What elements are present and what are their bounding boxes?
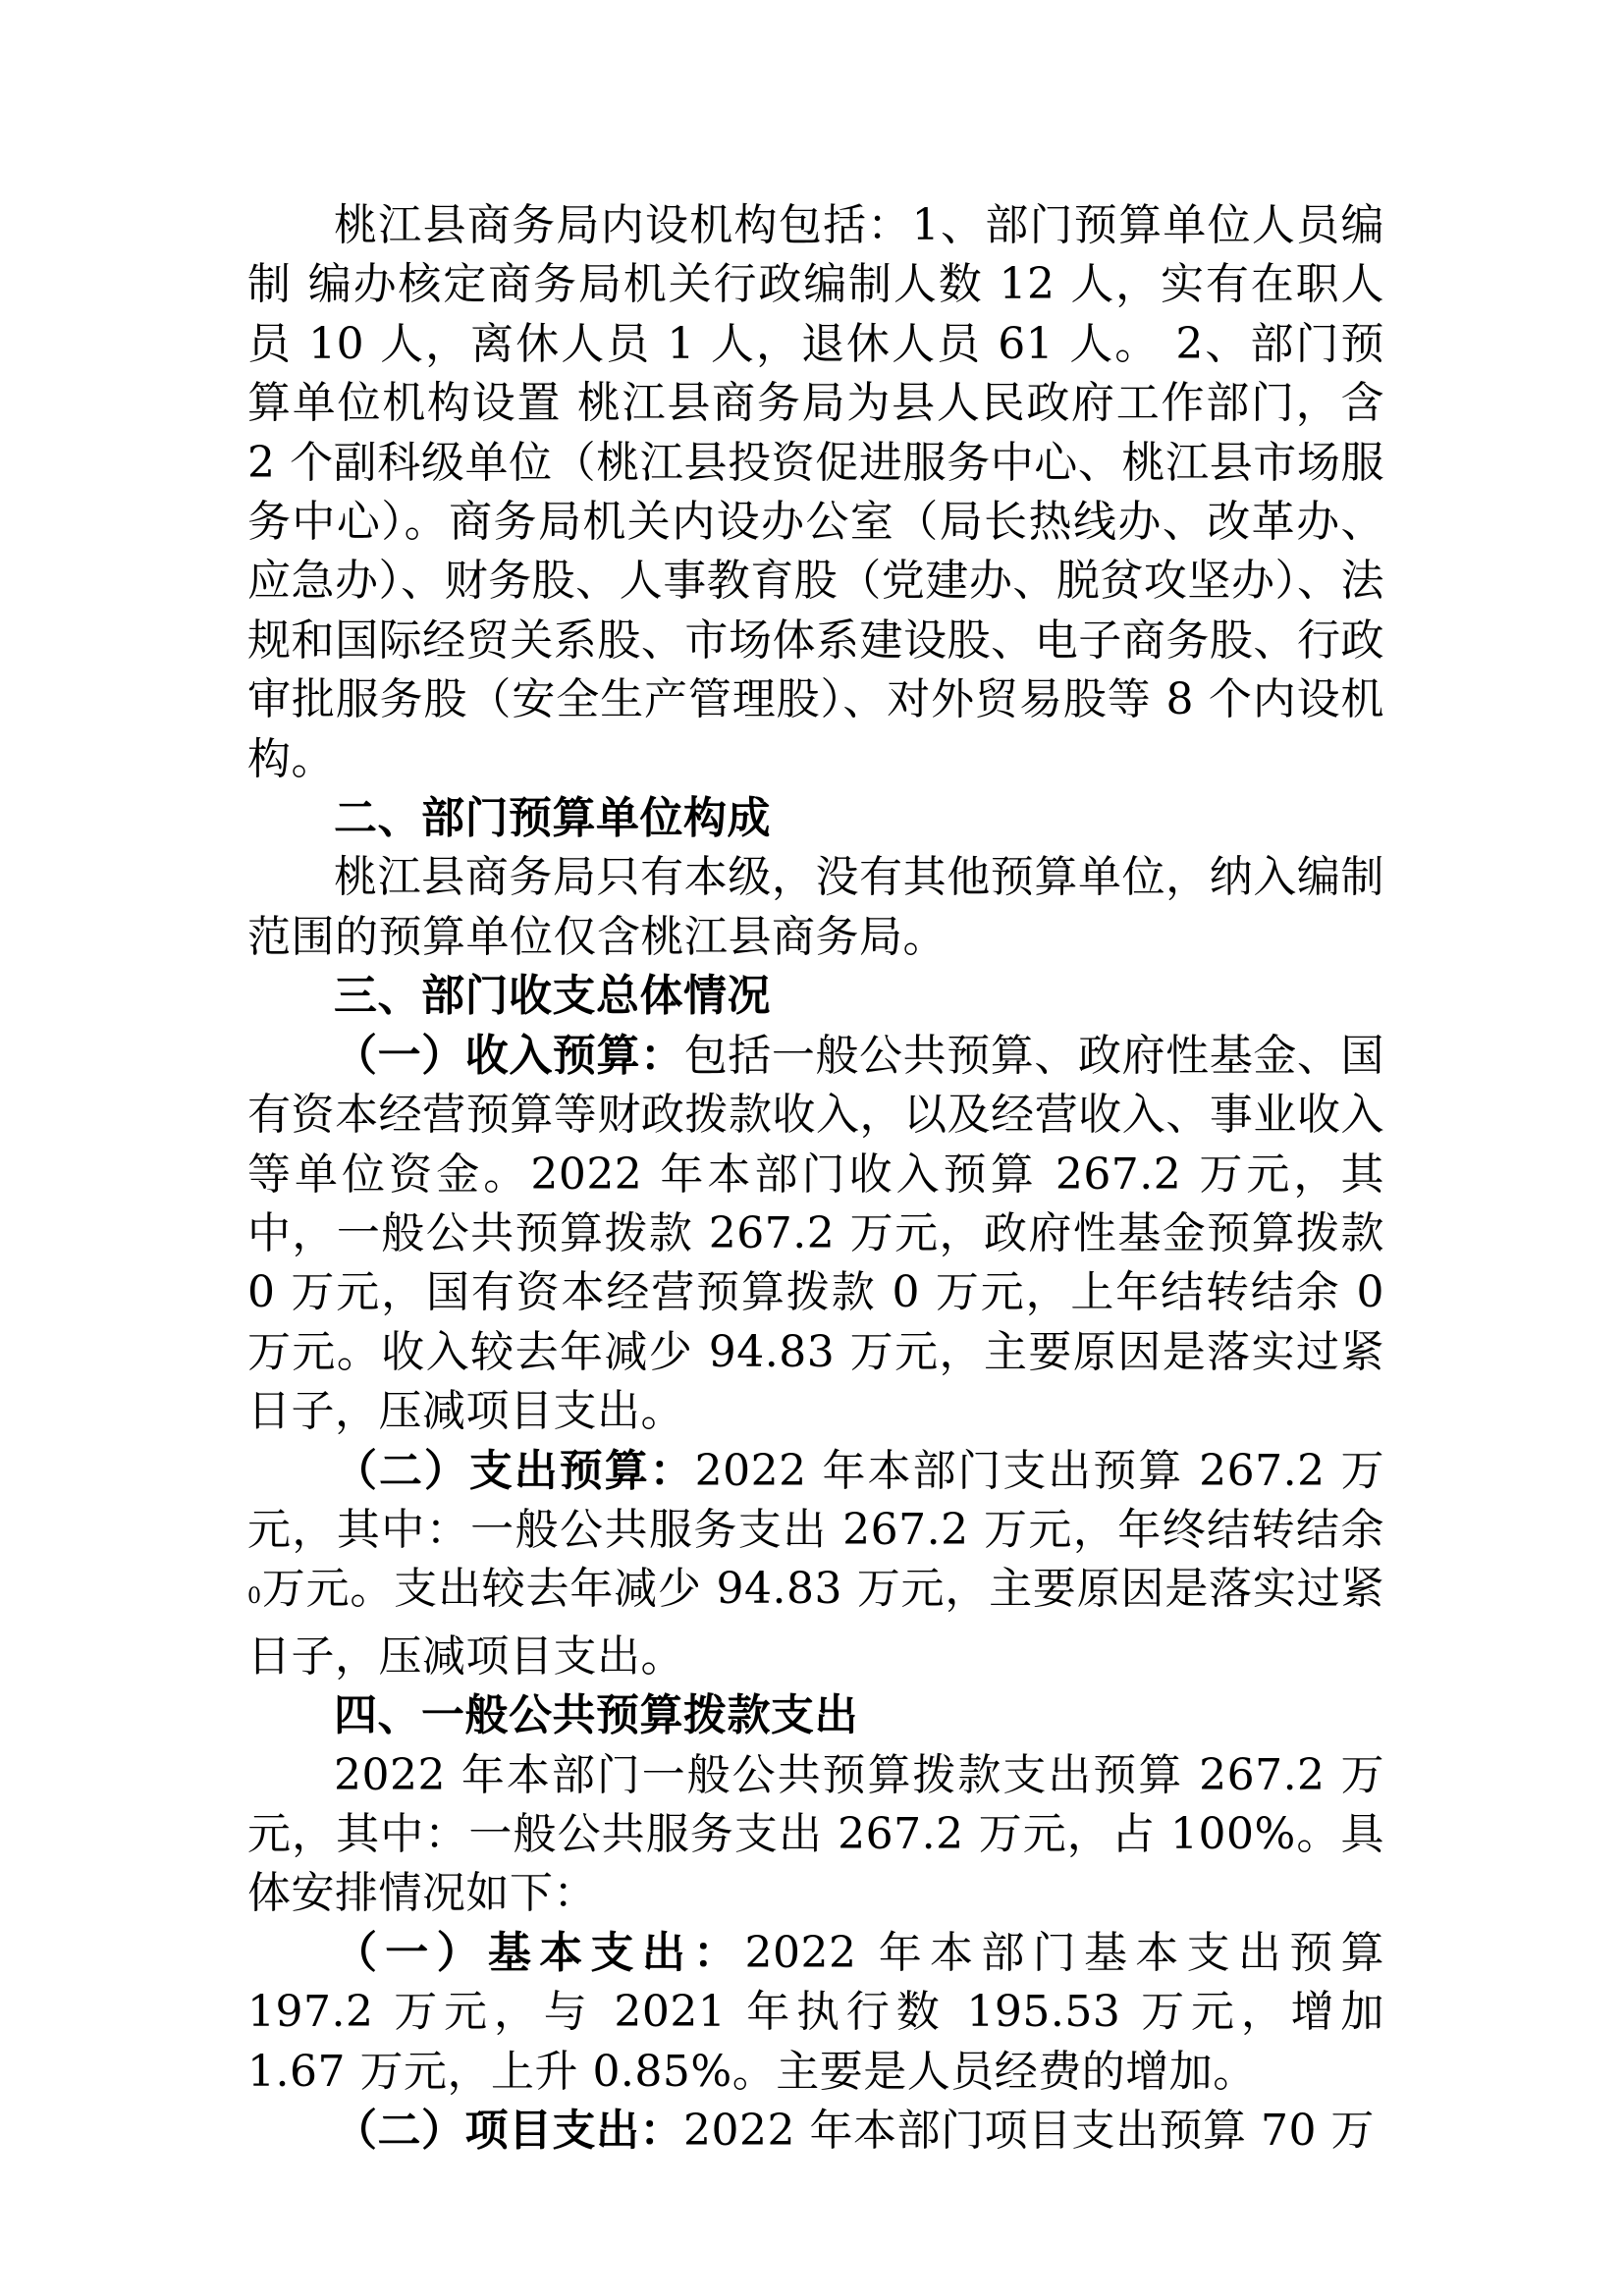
- paragraph-project-expenditure: [247, 2102, 1384, 2161]
- paragraph-general-public-budget: [247, 1746, 1384, 1924]
- revenue-budget-title: （一）收入预算：: [334, 1030, 684, 1081]
- paragraph-expenditure-budget: [247, 1442, 1384, 1687]
- basic-expenditure-title: （一）基本支出：: [334, 1927, 745, 1978]
- paragraph-text: 桃江县商务局内设机构包括：1、部门预算单位人员编制 编办核定商务局机关行政编制人数 12 人，实有在职人员 10 人，离休人员 1 人，退休人员 61 人。 2、部门预算单位机构设置 桃江县商务局为县人民政府工作部门，含 2 个副科级单位（桃江县投资促进服务中心、桃江县市场服务中心）。商务局机关内设办公室（局长热线办、改革办、应急办）、财务股、人事教育股（党建办、脱贫攻坚办）、法规和国际经贸关系股、市场体系建设股、电子商务股、行政审批服务股（安全生产管理股）、对外贸易股等 8 个内设机构。: [247, 200, 1384, 784]
- paragraph-basic-expenditure: [247, 1924, 1384, 2102]
- project-expenditure-title: （二）项目支出：: [334, 2106, 683, 2156]
- paragraph-text: 2022 年本部门基本支出预算 197.2 万元，与 2021 年执行数 195.53 万元，增加 1.67 万元，上升 0.85%。主要是人员经费的增加。: [247, 1927, 1385, 2097]
- paragraph-text: 万元。支出较去年减少 94.83 万元，主要原因是落实过紧日子，压减项目支出。: [247, 1564, 1384, 1682]
- paragraph-text: 2022 年本部门一般公共预算拨款支出预算 267.2 万元，其中：一般公共服务支出 267.2 万元，占 100%。具体安排情况如下：: [247, 1749, 1384, 1919]
- paragraph-revenue-budget: [247, 1027, 1384, 1442]
- heading-budget-unit-composition: 二、部门预算单位构成: [334, 793, 771, 844]
- paragraph-internal-institutions: [247, 196, 1384, 789]
- document-body: [247, 196, 1384, 2161]
- paragraph-text: 桃江县商务局只有本级，没有其他预算单位，纳入编制范围的预算单位仅含桃江县商务局。: [247, 852, 1384, 962]
- paragraph-text: 2022 年本部门支出预算 267.2 万元，其中：一般公共服务支出 267.2 万元，年终结转结余: [247, 1445, 1384, 1555]
- paragraph-text: 2022 年本部门项目支出预算 70 万: [683, 2106, 1375, 2156]
- paragraph-text: 包括一般公共预算、政府性基金、国有资本经营预算等财政拨款收入，以及经营收入、事业收入等单位资金。2022 年本部门收入预算 267.2 万元，其中，一般公共预算拨款 267.2 万元，政府性基金预算拨款 0 万元，国有资本经营预算拨款 0 万元，上年结转结余 0 万元。收入较去年减少 94.83 万元，主要原因是落实过紧日子，压减项目支出。: [247, 1030, 1385, 1437]
- expenditure-budget-title: （二）支出预算：: [334, 1445, 695, 1496]
- heading-overall-revenue-expenditure: 三、部门收支总体情况: [334, 971, 771, 1022]
- small-zero-figure: 0: [247, 1584, 262, 1610]
- paragraph-budget-unit-composition: [247, 848, 1384, 967]
- heading-general-public-budget-expenditure: 四、一般公共预算拨款支出: [334, 1690, 858, 1741]
